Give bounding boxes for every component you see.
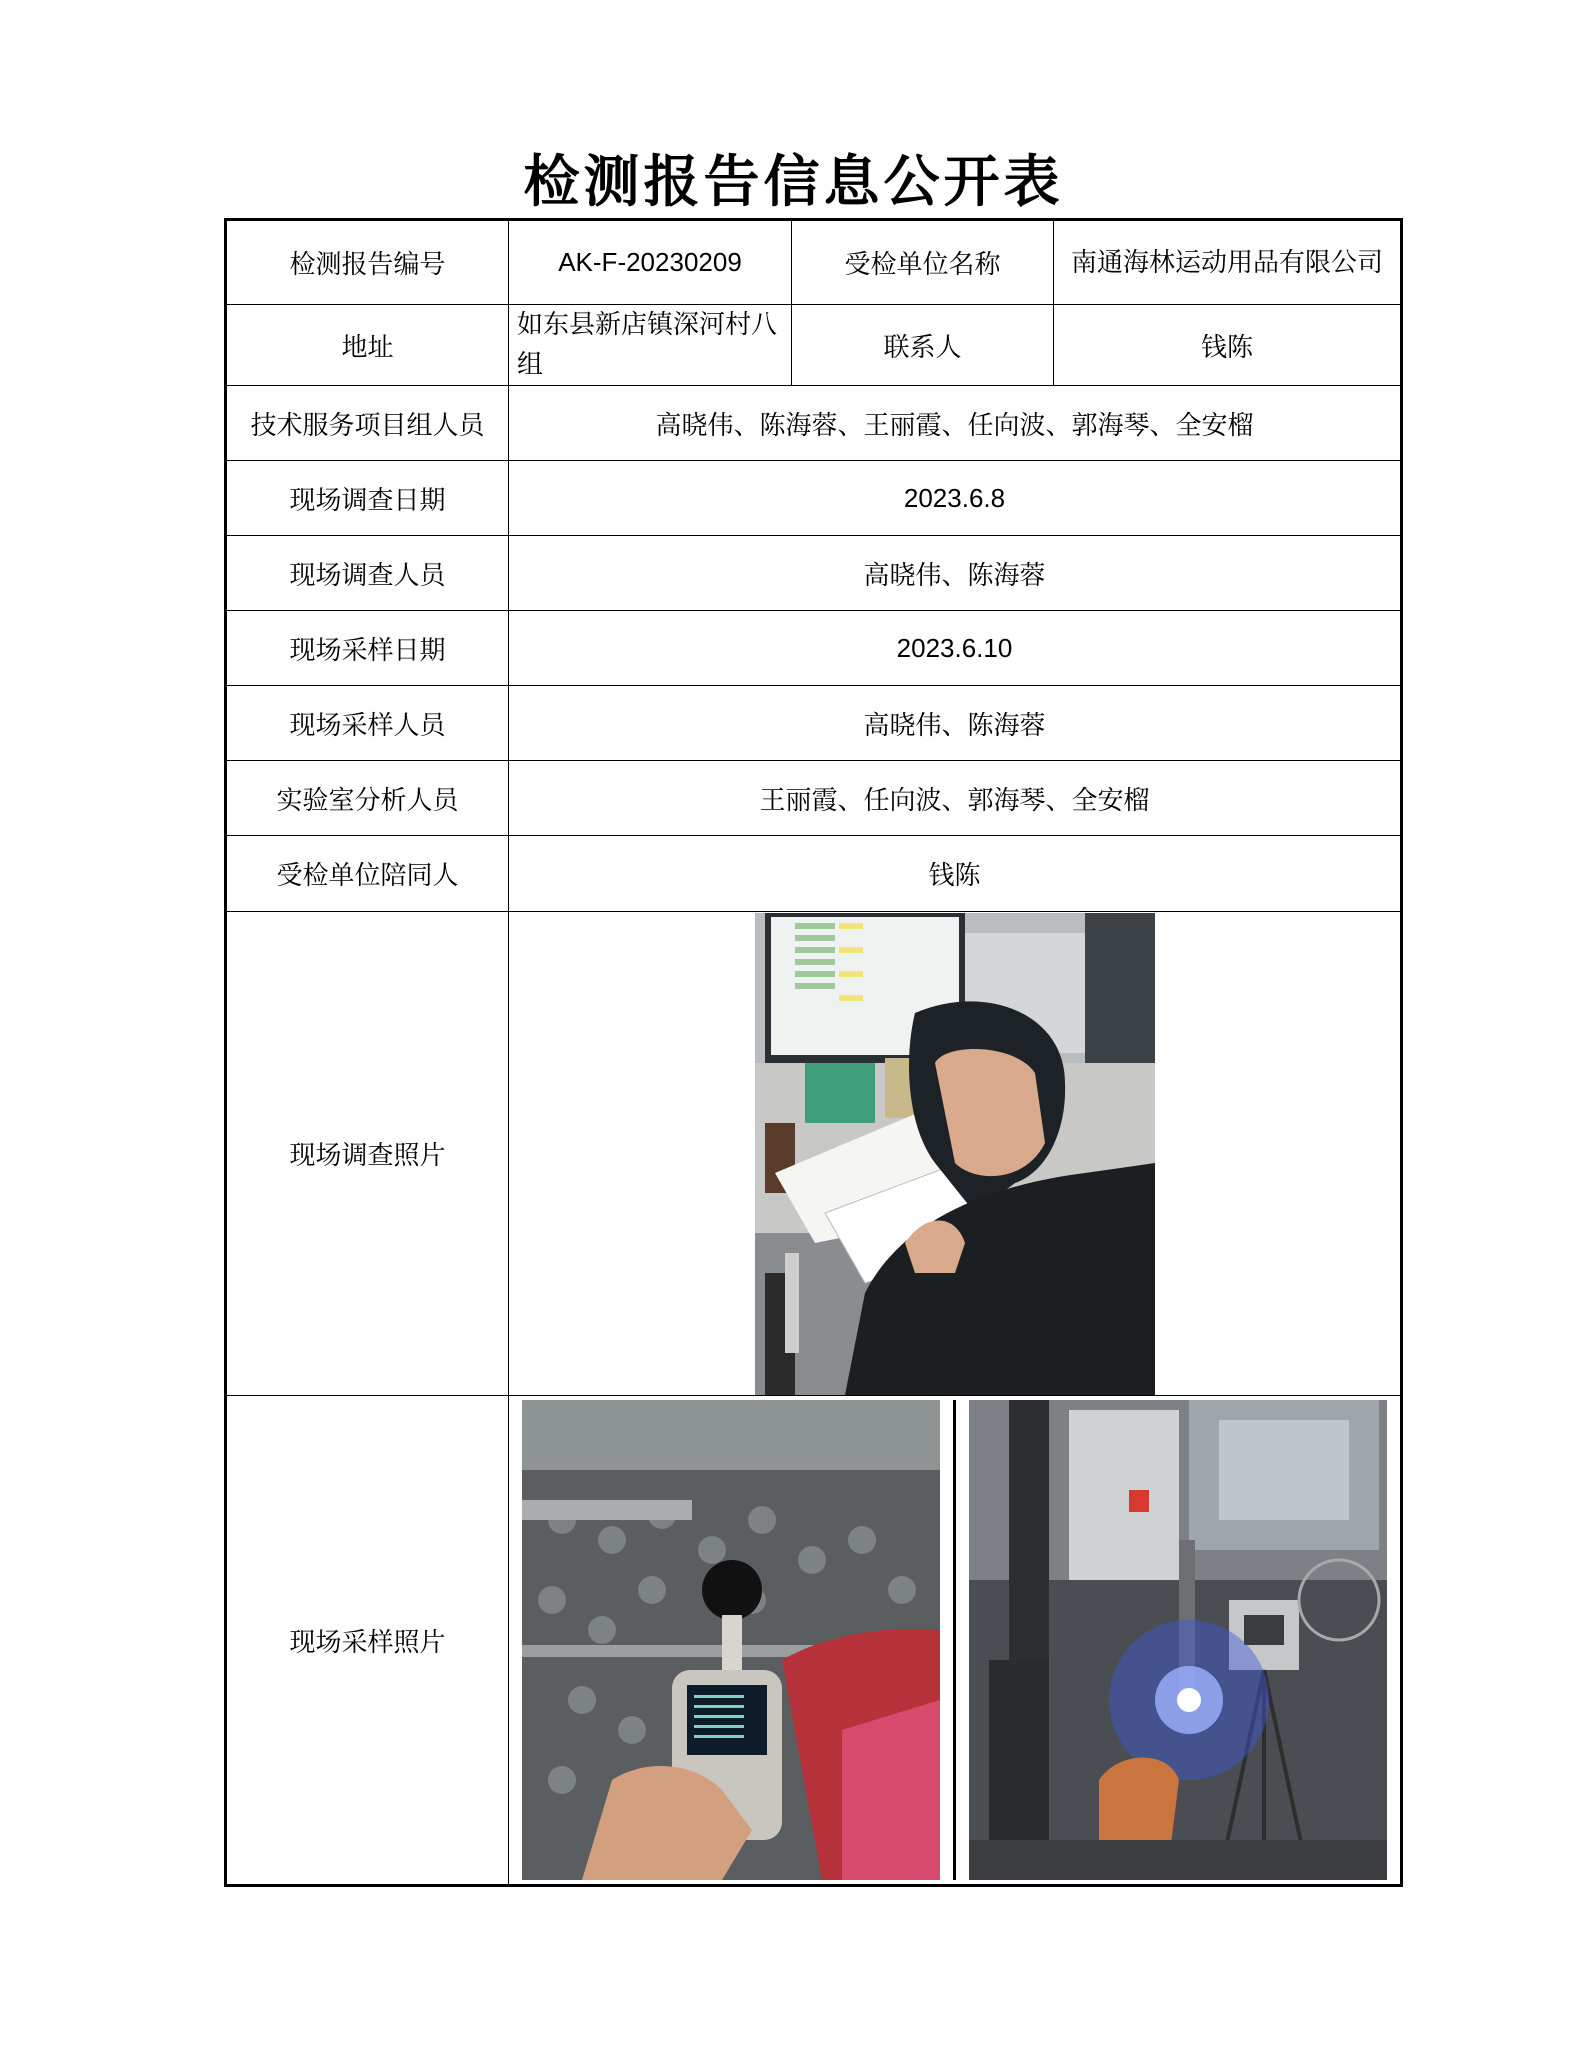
team-value: 高晓伟、陈海蓉、王丽霞、任向波、郭海琴、全安榴	[509, 386, 1402, 461]
row-sampling-staff	[226, 686, 1402, 761]
sampling-photo-welding	[956, 1400, 1400, 1880]
address-label: 地址	[226, 305, 509, 386]
lab-staff-value: 王丽霞、任向波、郭海琴、全安榴	[509, 761, 1402, 836]
row-sampling-photo	[226, 1396, 1402, 1886]
sampling-photo-noise-meter	[509, 1400, 953, 1880]
team-label: 技术服务项目组人员	[226, 386, 509, 461]
survey-date-value: 2023.6.8	[509, 461, 1402, 536]
sampling-staff-value: 高晓伟、陈海蓉	[509, 686, 1402, 761]
sampling-staff-label: 现场采样人员	[226, 686, 509, 761]
contact-value: 钱陈	[1054, 305, 1402, 386]
row-report-no	[226, 220, 1402, 305]
row-survey-date	[226, 461, 1402, 536]
sampling-photo-label: 现场采样照片	[226, 1396, 509, 1886]
row-sampling-date	[226, 611, 1402, 686]
row-lab-staff	[226, 761, 1402, 836]
sampling-photo-cell	[509, 1396, 1402, 1886]
row-escort	[226, 836, 1402, 912]
address-value: 如东县新店镇深河村八组	[509, 305, 792, 386]
report-no-label: 检测报告编号	[226, 220, 509, 305]
survey-staff-value: 高晓伟、陈海蓉	[509, 536, 1402, 611]
escort-label: 受检单位陪同人	[226, 836, 509, 912]
survey-photo	[755, 913, 1155, 1395]
sampling-date-value: 2023.6.10	[509, 611, 1402, 686]
report-no-value: AK-F-20230209	[509, 220, 792, 305]
sampling-photos	[509, 1400, 1400, 1880]
survey-photo-cell	[509, 912, 1402, 1396]
survey-date-label: 现场调查日期	[226, 461, 509, 536]
lab-staff-label: 实验室分析人员	[226, 761, 509, 836]
survey-photo-label: 现场调查照片	[226, 912, 509, 1396]
row-survey-photo	[226, 912, 1402, 1396]
row-address	[226, 305, 1402, 386]
row-team	[226, 386, 1402, 461]
survey-staff-label: 现场调查人员	[226, 536, 509, 611]
unit-name-value: 南通海林运动用品有限公司	[1054, 220, 1402, 305]
sampling-date-label: 现场采样日期	[226, 611, 509, 686]
page-title: 检测报告信息公开表	[523, 150, 1064, 215]
contact-label: 联系人	[792, 305, 1054, 386]
unit-name-label: 受检单位名称	[792, 220, 1054, 305]
escort-value: 钱陈	[509, 836, 1402, 912]
row-survey-staff	[226, 536, 1402, 611]
report-info-table	[224, 218, 1403, 1887]
